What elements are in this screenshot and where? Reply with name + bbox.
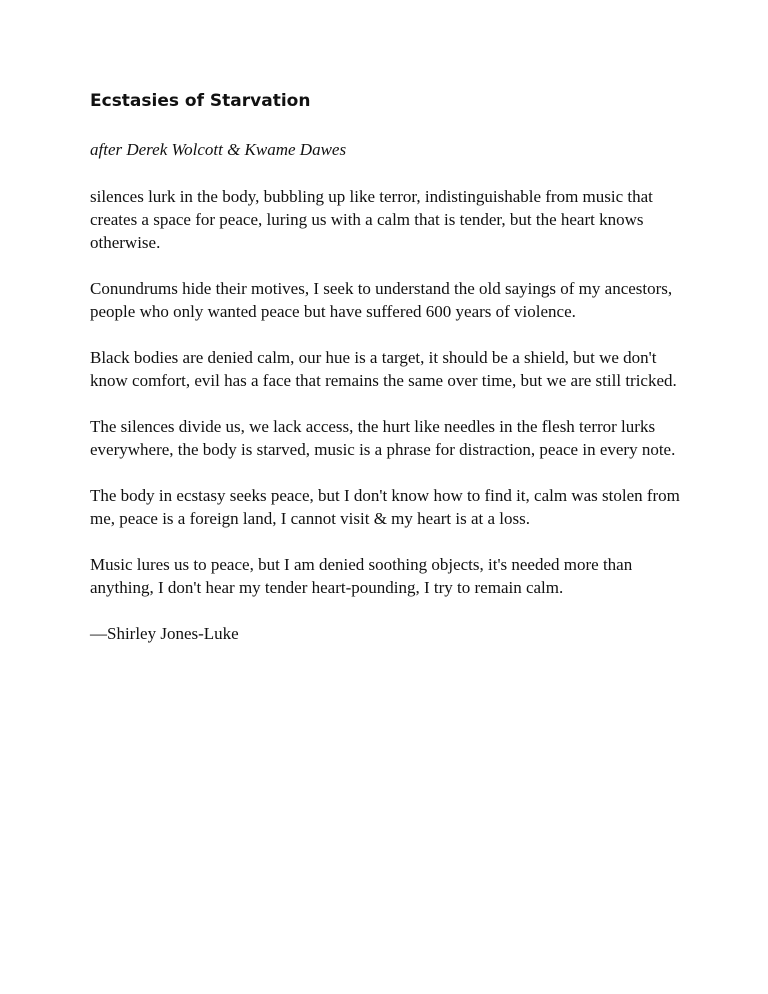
- poem-dedication: after Derek Wolcott & Kwame Dawes: [90, 140, 347, 159]
- poem-page: [90, 88, 690, 645]
- stanza-5: The body in ecstasy seeks peace, but I don't know how to find it, calm was stolen from me, peace is a foreign land, I cannot visit & my heart is at a loss.: [90, 486, 680, 528]
- stanza-4: The silences divide us, we lack access, the hurt like needles in the flesh terror lurks everywhere, the body is starved, music is a phrase for distraction, peace in every note.: [90, 417, 676, 459]
- stanza-2: Conundrums hide their motives, I seek to understand the old sayings of my ancestors, people who only wanted peace but have suffered 600 years of violence.: [90, 279, 673, 321]
- author-signature: —Shirley Jones-Luke: [90, 624, 239, 643]
- stanza-3: Black bodies are denied calm, our hue is a target, it should be a shield, but we don't know comfort, evil has a face that remains the same over time, but we are still tricked.: [90, 348, 677, 390]
- stanza-6: Music lures us to peace, but I am denied soothing objects, it's needed more than anything, I don't hear my tender heart-pounding, I try to remain calm.: [90, 555, 633, 597]
- stanza-1: silences lurk in the body, bubbling up like terror, indistinguishable from music that creates a space for peace, luring us with a calm that is tender, but the heart knows otherwise.: [90, 187, 653, 252]
- poem-title: Ecstasies of Starvation: [90, 91, 311, 111]
